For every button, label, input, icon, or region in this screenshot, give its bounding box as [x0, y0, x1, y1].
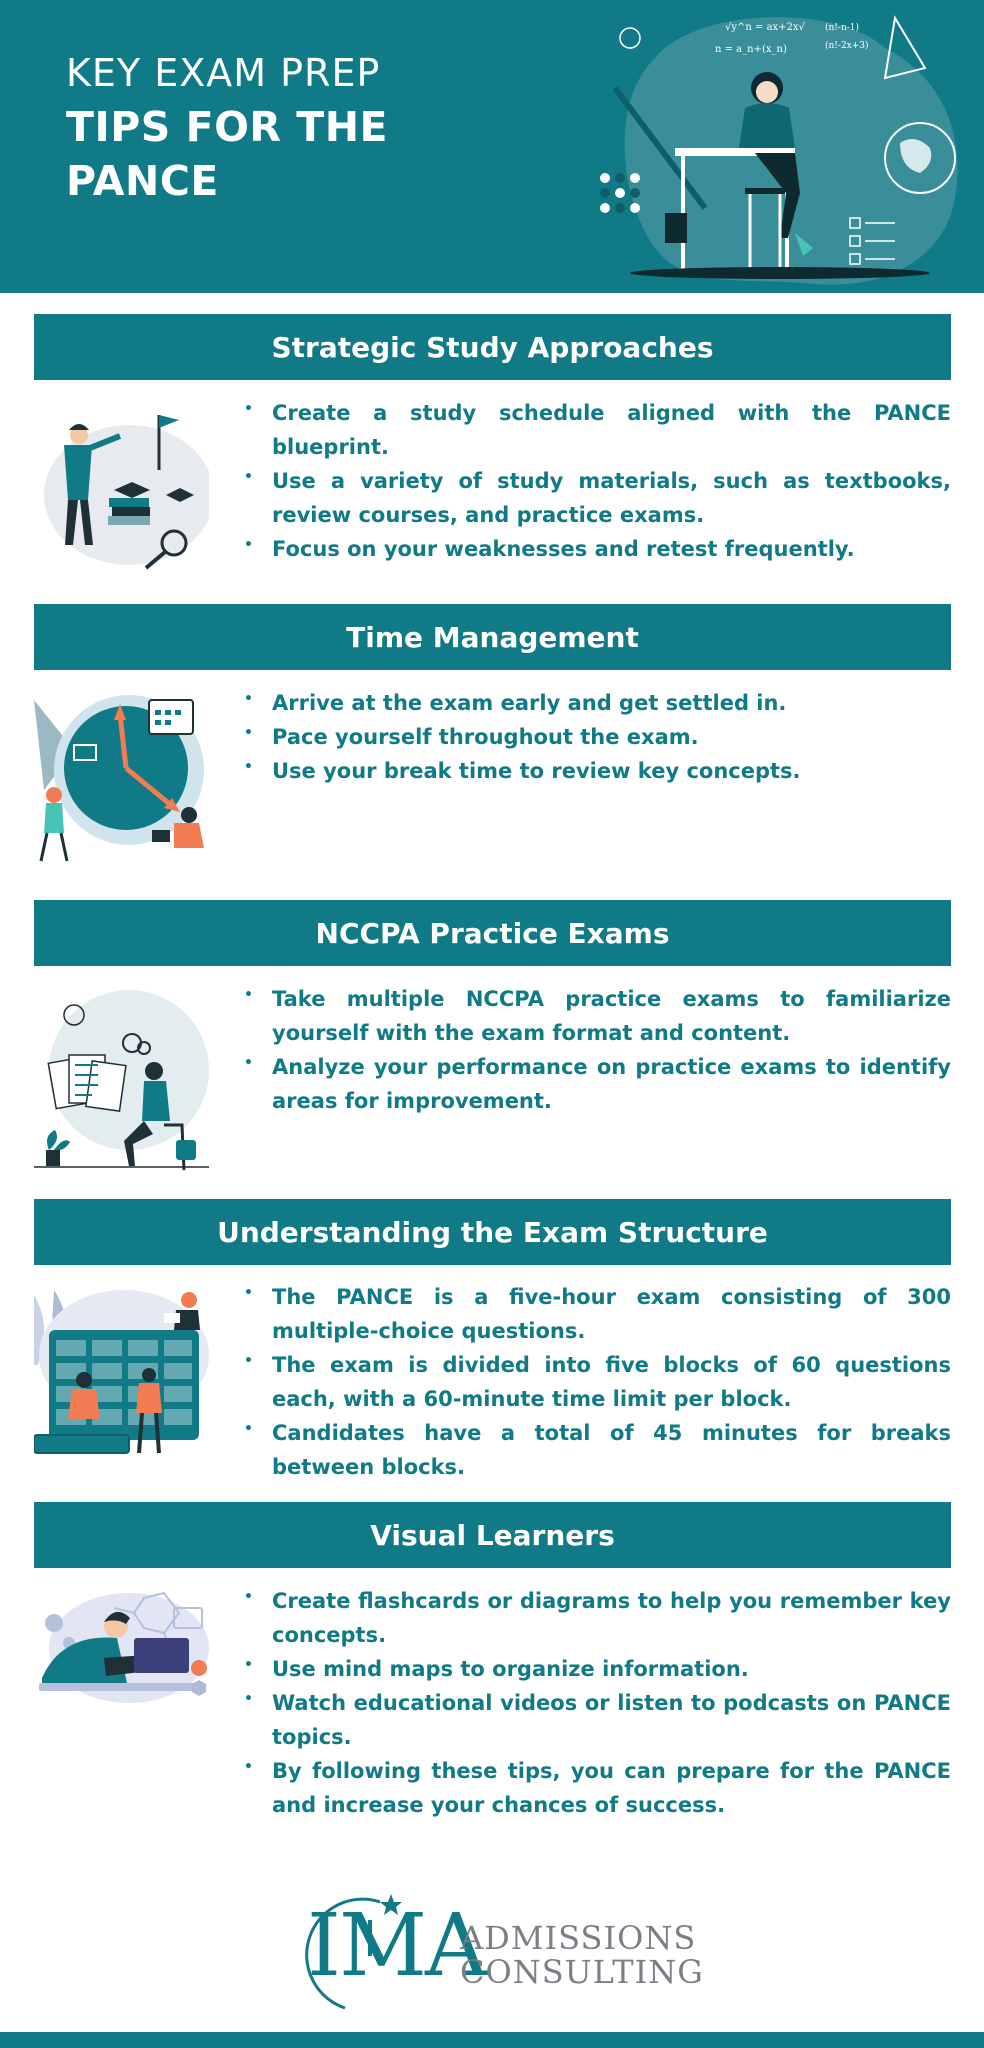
ima-logo	[285, 1890, 705, 2010]
svg-text:(n!-2x+3): (n!-2x+3)	[825, 41, 869, 51]
list-item: • Watch educational videos or listen to podcasts on PANCE topics.	[244, 1686, 951, 1754]
list-item: • Analyze your performance on practice exams to identify areas for improvement.	[244, 1050, 951, 1118]
svg-text:√y^n = ax+2x√: √y^n = ax+2x√	[725, 22, 805, 33]
title-line-2: TIPS FOR THE	[66, 103, 389, 151]
list-item: • Candidates have a total of 45 minutes for breaks between blocks.	[244, 1416, 951, 1484]
clock-time-illustration	[34, 690, 209, 865]
hero-banner	[0, 0, 984, 293]
page-title	[66, 46, 388, 208]
section-practice-exams-list	[244, 982, 951, 1118]
section-strategic-study-header: Strategic Study Approaches	[34, 314, 951, 380]
title-line-1: KEY EXAM PREP	[66, 51, 381, 95]
list-item: • Create a study schedule aligned with the PANCE blueprint.	[244, 396, 951, 464]
student-desk-illustration	[585, 8, 975, 288]
svg-text:n = a_n+(x_n): n = a_n+(x_n)	[715, 44, 787, 55]
list-item: • Focus on your weaknesses and retest frequently.	[244, 532, 951, 566]
section-exam-structure-header: Understanding the Exam Structure	[34, 1199, 951, 1265]
svg-text:(n!-n-1): (n!-n-1)	[825, 23, 860, 33]
list-item: • The PANCE is a five-hour exam consisting of 300 multiple-choice questions.	[244, 1280, 951, 1348]
list-item: • Use your break time to review key concepts.	[244, 754, 951, 788]
list-item: • Create flashcards or diagrams to help you remember key concepts.	[244, 1584, 951, 1652]
list-item: • Arrive at the exam early and get settled in.	[244, 686, 951, 720]
section-practice-exams-header: NCCPA Practice Exams	[34, 900, 951, 966]
list-item: • By following these tips, you can prepare for the PANCE and increase your chances of success.	[244, 1754, 951, 1822]
title-line-3: PANCE	[66, 157, 219, 205]
list-item: • Use a variety of study materials, such as textbooks, review courses, and practice exams.	[244, 464, 951, 532]
list-item: • Use mind maps to organize information.	[244, 1652, 951, 1686]
logo-word-consulting: CONSULTING	[460, 1953, 704, 1991]
logo-mark: IMA	[307, 1896, 486, 1996]
footer-band	[0, 2032, 984, 2048]
exam-structure-illustration	[34, 1285, 209, 1460]
visual-learner-illustration	[34, 1588, 209, 1718]
section-time-management-header: Time Management	[34, 604, 951, 670]
section-visual-learners-list	[244, 1584, 951, 1822]
practice-exam-illustration	[34, 985, 209, 1175]
section-visual-learners-header: Visual Learners	[34, 1502, 951, 1568]
list-item: • The exam is divided into five blocks of 60 questions each, with a 60-minute time limit per block.	[244, 1348, 951, 1416]
logo-word-admissions: ADMISSIONS	[460, 1919, 697, 1957]
section-strategic-study-list	[244, 396, 951, 566]
study-approach-illustration	[34, 400, 209, 575]
list-item: • Take multiple NCCPA practice exams to familiarize yourself with the exam format and content.	[244, 982, 951, 1050]
list-item: • Pace yourself throughout the exam.	[244, 720, 951, 754]
section-exam-structure-list	[244, 1280, 951, 1484]
section-time-management-list	[244, 686, 951, 788]
